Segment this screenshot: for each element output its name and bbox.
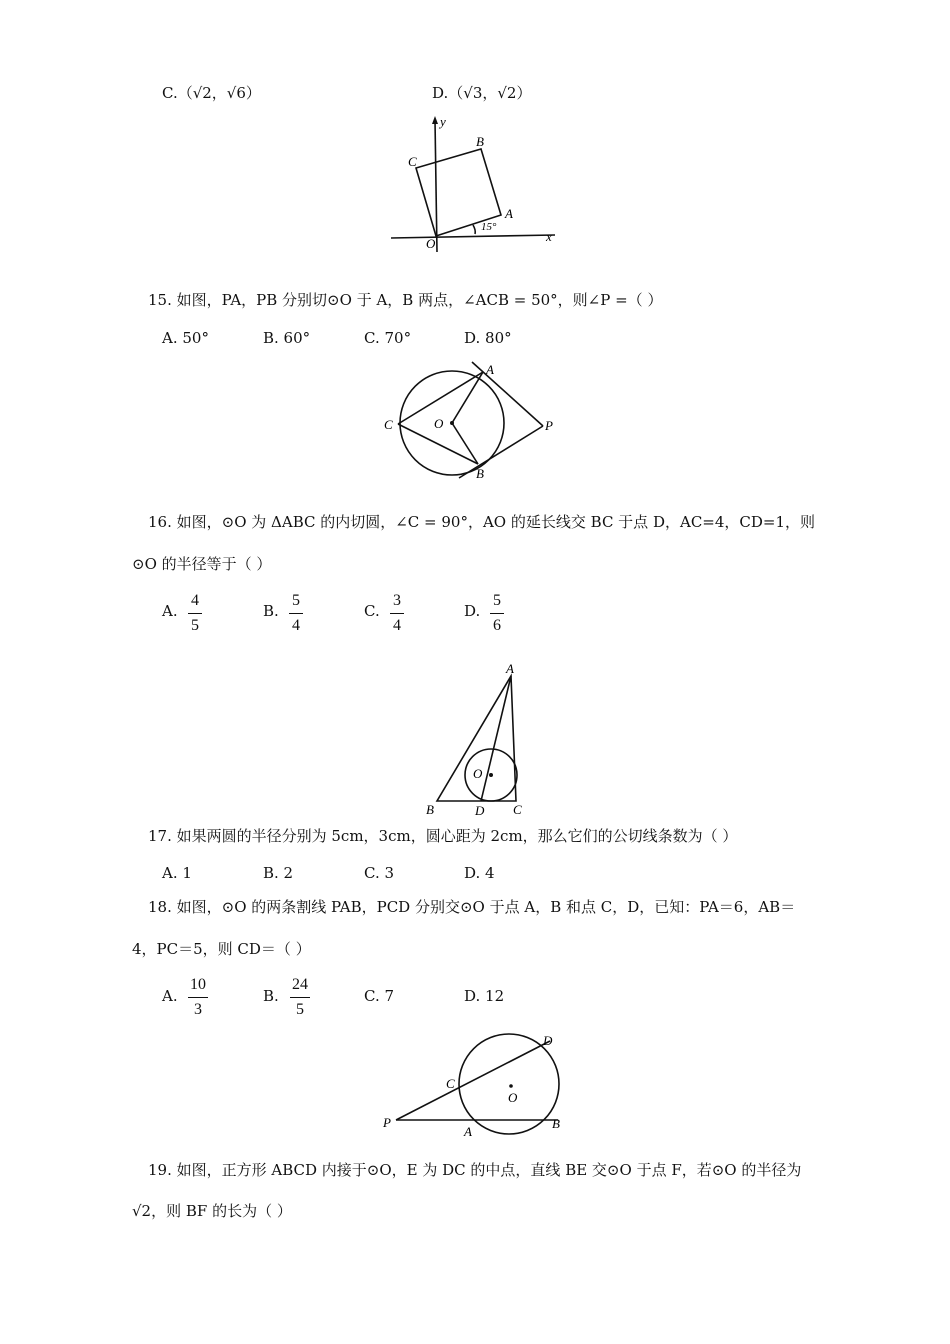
numerator: 5 (493, 592, 501, 609)
q18-label-o: O (508, 1090, 518, 1105)
q16-label-c: C (513, 802, 522, 817)
q18-figure (378, 1030, 578, 1140)
q18-option-a-fraction (188, 977, 208, 1018)
q19-stem-line1: 19. 如图，正方形 ABCD 内接于⊙O，E 为 DC 的中点，直线 BE 交⊙O 于点 F，若⊙O 的半径为 (148, 1161, 802, 1179)
q18-stem-line1: 18. 如图，⊙O 的两条割线 PAB，PCD 分别交⊙O 于点 A，B 和点 C，D，已知：PA＝6，AB＝ (148, 898, 796, 916)
denominator: 5 (191, 617, 199, 634)
q18-option-b-label: B. (263, 987, 279, 1005)
q14-label-b: B (476, 134, 484, 149)
q15-label-o: O (434, 416, 444, 431)
q16-option-d-label: D. (464, 602, 481, 620)
numerator: 24 (292, 976, 308, 993)
q18-option-c: C. 7 (364, 987, 395, 1005)
q16-option-b-fraction (289, 593, 303, 634)
q18-option-a-label: A. (162, 987, 178, 1005)
q17-option-a: A. 1 (162, 864, 192, 882)
q16-option-d-fraction (490, 593, 504, 634)
q19-stem-line2: √2，则 BF 的长为（ ） (132, 1202, 292, 1220)
q16-label-b: B (426, 802, 434, 817)
q18-option-d: D. 12 (464, 987, 505, 1005)
q16-label-o: O (473, 766, 483, 781)
q17-option-d: D. 4 (464, 864, 495, 882)
q15-label-p: P (545, 418, 553, 433)
denominator: 6 (493, 617, 501, 634)
q14-label-angle: 15° (481, 221, 497, 233)
q18-label-b: B (552, 1116, 560, 1131)
q16-option-a-label: A. (162, 602, 178, 620)
q16-option-c-label: C. (364, 602, 380, 620)
q18-label-d: D (543, 1033, 553, 1048)
q16-option-b-label: B. (263, 602, 279, 620)
numerator: 10 (190, 976, 206, 993)
q14-option-d: D.（√3，√2） (432, 84, 532, 102)
q16-option-c-fraction (390, 593, 404, 634)
q15-option-b: B. 60° (263, 329, 311, 347)
numerator: 4 (191, 592, 199, 609)
q16-label-d: D (475, 803, 485, 818)
numerator: 3 (393, 592, 401, 609)
q14-label-a: A (505, 206, 513, 221)
q18-label-c: C (446, 1076, 455, 1091)
q14-figure (385, 112, 565, 252)
q17-option-b: B. 2 (263, 864, 294, 882)
q16-stem-line1: 16. 如图，⊙O 为 ΔABC 的内切圆，∠C = 90°，AO 的延长线交 BC 于点 D，AC=4，CD=1，则 (148, 513, 816, 531)
q18-label-p: P (383, 1115, 391, 1130)
denominator: 4 (393, 617, 401, 634)
q15-label-c: C (384, 417, 393, 432)
q15-figure (382, 360, 572, 485)
q18-label-a: A (464, 1124, 472, 1139)
q14-label-o: O (426, 236, 436, 251)
q15-stem: 15. 如图，PA，PB 分别切⊙O 于 A，B 两点，∠ACB = 50°，则∠P =（ ） (148, 291, 663, 309)
q14-label-y: y (440, 114, 446, 129)
denominator: 4 (292, 617, 300, 634)
q14-label-c: C (408, 154, 417, 169)
q17-stem: 17. 如果两圆的半径分别为 5cm，3cm，圆心距为 2cm，那么它们的公切线条数为（ ） (148, 827, 738, 845)
denominator: 3 (194, 1001, 202, 1018)
q15-label-a: A (486, 362, 494, 377)
q14-option-c: C.（√2，√6） (162, 84, 261, 102)
q14-label-x: x (546, 229, 552, 244)
q16-stem-line2: ⊙O 的半径等于（ ） (132, 555, 272, 573)
q16-option-a-fraction (188, 593, 202, 634)
q15-option-d: D. 80° (464, 329, 512, 347)
q15-label-b: B (476, 466, 484, 481)
q16-label-a: A (506, 661, 514, 676)
q16-figure (423, 658, 543, 818)
denominator: 5 (296, 1001, 304, 1018)
numerator: 5 (292, 592, 300, 609)
q15-option-c: C. 70° (364, 329, 412, 347)
q15-option-a: A. 50° (162, 329, 209, 347)
q18-option-b-fraction (290, 977, 310, 1018)
q17-option-c: C. 3 (364, 864, 395, 882)
q18-stem-line2: 4，PC＝5，则 CD＝（ ） (132, 940, 311, 958)
